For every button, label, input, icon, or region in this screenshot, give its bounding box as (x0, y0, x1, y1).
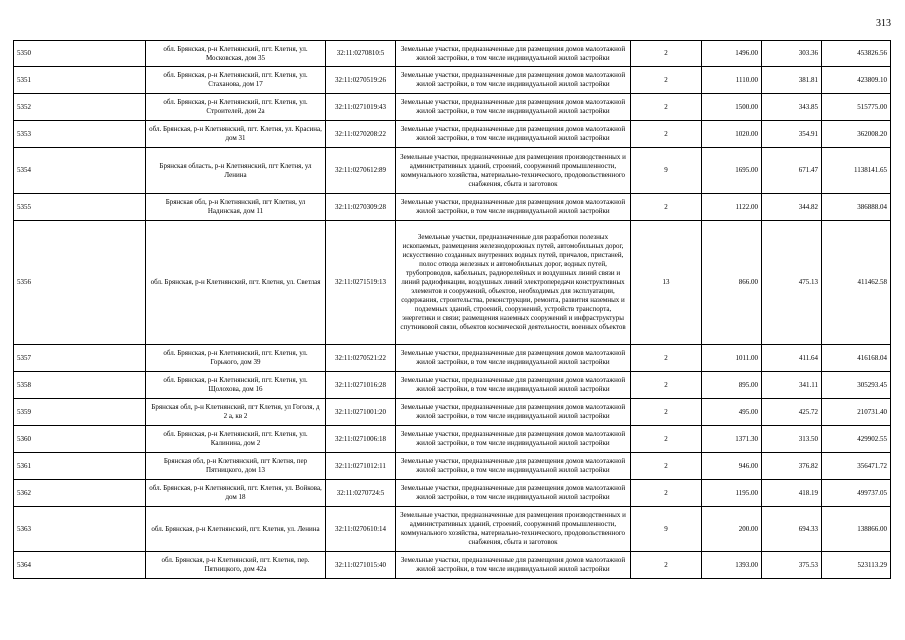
use-group-code-cell: 9 (631, 507, 702, 552)
area-cell: 1393.00 (702, 552, 762, 579)
cadastral-number-cell: 32:11:0270208:22 (326, 121, 396, 148)
table-row (14, 194, 891, 221)
land-register-table (13, 40, 891, 579)
address-cell: обл. Брянская, р-н Клетнянский, пгт. Клетня, ул. Щолохова, дом 16 (146, 372, 326, 399)
use-group-code-cell: 2 (631, 41, 702, 67)
row-number: 5358 (14, 372, 146, 399)
permitted-use-cell: Земельные участки, предназначенные для размещения производственных и административных зданий, строений, сооружений промышленности, коммунального хозяйства, материально-технического, продовольственного снабжения, сбыта и заготовок (396, 148, 631, 194)
area-cell: 200.00 (702, 507, 762, 552)
address-cell: обл. Брянская, р-н Клетнянский, пгт. Клетня, ул. Стаханова, дом 17 (146, 67, 326, 94)
address-cell: Брянская область, р-н Клетнянский, пгт Клетня, ул Ленина (146, 148, 326, 194)
permitted-use-cell: Земельные участки, предназначенные для размещения домов малоэтажной жилой застройки, в том числе индивидуальной жилой застройки (396, 399, 631, 426)
cadastral-number-cell: 32:11:0270724:5 (326, 480, 396, 507)
area-cell: 1011.00 (702, 345, 762, 372)
use-group-code-cell: 2 (631, 399, 702, 426)
permitted-use-cell: Земельные участки, предназначенные для размещения домов малоэтажной жилой застройки, в том числе индивидуальной жилой застройки (396, 372, 631, 399)
specific-value-cell: 671.47 (762, 148, 822, 194)
register-body (14, 41, 891, 579)
cadastral-value-cell: 429902.55 (822, 426, 891, 453)
area-cell: 895.00 (702, 372, 762, 399)
address-cell: обл. Брянская, р-н Клетнянский, пгт. Клетня, ул. Горького, дом 39 (146, 345, 326, 372)
area-cell: 1020.00 (702, 121, 762, 148)
row-number: 5361 (14, 453, 146, 480)
row-number: 5351 (14, 67, 146, 94)
address-cell: обл. Брянская, р-н Клетнянский, пгт. Клетня, ул. Красина, дом 31 (146, 121, 326, 148)
cadastral-value-cell: 362008.20 (822, 121, 891, 148)
use-group-code-cell: 13 (631, 221, 702, 345)
permitted-use-cell: Земельные участки, предназначенные для размещения домов малоэтажной жилой застройки, в том числе индивидуальной жилой застройки (396, 194, 631, 221)
area-cell: 1195.00 (702, 480, 762, 507)
permitted-use-cell: Земельные участки, предназначенные для разработки полезных ископаемых, размещения железнодорожных путей, автомобильных дорог, искусственно созданных внутренних водных путей, причалов, пристаней, полос отвода железных и автомобильных дорог, водных путей, трубопроводов, кабельных, радиорелейных и воздушных линий связи и линий радиофикации, воздушных линий электропередачи конструктивных элементов и сооружений, объектов, необходимых для эксплуатации, содержания, строительства, реконструкции, ремонта, развития наземных и подземных зданий, строений, сооружений, устройств транспорта, энергетики и связи; размещения наземных сооружений и инфраструктуры спутниковой связи, объектов космической деятельности, военных объектов (396, 221, 631, 345)
row-number: 5363 (14, 507, 146, 552)
row-number: 5360 (14, 426, 146, 453)
table-row (14, 399, 891, 426)
permitted-use-cell: Земельные участки, предназначенные для размещения домов малоэтажной жилой застройки, в том числе индивидуальной жилой застройки (396, 453, 631, 480)
cadastral-value-cell: 523113.29 (822, 552, 891, 579)
table-row (14, 345, 891, 372)
table-row (14, 552, 891, 579)
cadastral-value-cell: 138866.00 (822, 507, 891, 552)
address-cell: Брянская обл, р-н Клетнянский, пгт Клетня, ул Надинская, дом 11 (146, 194, 326, 221)
cadastral-value-cell: 453826.56 (822, 41, 891, 67)
cadastral-number-cell: 32:11:0271519:13 (326, 221, 396, 345)
cadastral-number-cell: 32:11:0271006:18 (326, 426, 396, 453)
area-cell: 1500.00 (702, 94, 762, 121)
specific-value-cell: 343.85 (762, 94, 822, 121)
table-row (14, 94, 891, 121)
cadastral-number-cell: 32:11:0270521:22 (326, 345, 396, 372)
area-cell: 1110.00 (702, 67, 762, 94)
table-row (14, 148, 891, 194)
page-number: 313 (876, 18, 891, 29)
use-group-code-cell: 9 (631, 148, 702, 194)
permitted-use-cell: Земельные участки, предназначенные для размещения домов малоэтажной жилой застройки, в том числе индивидуальной жилой застройки (396, 67, 631, 94)
permitted-use-cell: Земельные участки, предназначенные для размещения домов малоэтажной жилой застройки, в том числе индивидуальной жилой застройки (396, 121, 631, 148)
use-group-code-cell: 2 (631, 67, 702, 94)
cadastral-number-cell: 32:11:0271012:11 (326, 453, 396, 480)
cadastral-value-cell: 416168.04 (822, 345, 891, 372)
address-cell: обл. Брянская, р-н Клетнянский, пгт. Клетня, ул. Московская, дом 35 (146, 41, 326, 67)
specific-value-cell: 411.64 (762, 345, 822, 372)
cadastral-value-cell: 515775.00 (822, 94, 891, 121)
row-number: 5356 (14, 221, 146, 345)
row-number: 5364 (14, 552, 146, 579)
specific-value-cell: 303.36 (762, 41, 822, 67)
area-cell: 946.00 (702, 453, 762, 480)
table-row (14, 121, 891, 148)
table-row (14, 480, 891, 507)
cadastral-number-cell: 32:11:0271016:28 (326, 372, 396, 399)
permitted-use-cell: Земельные участки, предназначенные для размещения домов малоэтажной жилой застройки, в том числе индивидуальной жилой застройки (396, 552, 631, 579)
area-cell: 495.00 (702, 399, 762, 426)
specific-value-cell: 341.11 (762, 372, 822, 399)
specific-value-cell: 344.82 (762, 194, 822, 221)
specific-value-cell: 694.33 (762, 507, 822, 552)
specific-value-cell: 418.19 (762, 480, 822, 507)
cadastral-value-cell: 411462.58 (822, 221, 891, 345)
specific-value-cell: 375.53 (762, 552, 822, 579)
use-group-code-cell: 2 (631, 480, 702, 507)
row-number: 5357 (14, 345, 146, 372)
specific-value-cell: 381.81 (762, 67, 822, 94)
row-number: 5354 (14, 148, 146, 194)
table-row (14, 426, 891, 453)
specific-value-cell: 425.72 (762, 399, 822, 426)
area-cell: 1122.00 (702, 194, 762, 221)
cadastral-value-cell: 305293.45 (822, 372, 891, 399)
address-cell: Брянская обл, р-н Клетнянский, пгт Клетня, ул Гоголя, д 2 а, кв 2 (146, 399, 326, 426)
cadastral-value-cell: 1138141.65 (822, 148, 891, 194)
use-group-code-cell: 2 (631, 194, 702, 221)
cadastral-value-cell: 499737.05 (822, 480, 891, 507)
cadastral-number-cell: 32:11:0270309:28 (326, 194, 396, 221)
table-row (14, 372, 891, 399)
table-row (14, 507, 891, 552)
specific-value-cell: 376.82 (762, 453, 822, 480)
row-number: 5353 (14, 121, 146, 148)
area-cell: 1496.00 (702, 41, 762, 67)
table-row (14, 453, 891, 480)
use-group-code-cell: 2 (631, 552, 702, 579)
use-group-code-cell: 2 (631, 121, 702, 148)
area-cell: 1371.30 (702, 426, 762, 453)
address-cell: обл. Брянская, р-н Клетнянский, пгт. Клетня, ул. Калинина, дом 2 (146, 426, 326, 453)
table-row (14, 221, 891, 345)
permitted-use-cell: Земельные участки, предназначенные для размещения домов малоэтажной жилой застройки, в том числе индивидуальной жилой застройки (396, 480, 631, 507)
cadastral-number-cell: 32:11:0270810:5 (326, 41, 396, 67)
area-cell: 866.00 (702, 221, 762, 345)
use-group-code-cell: 2 (631, 453, 702, 480)
address-cell: обл. Брянская, р-н Клетнянский, пгт. Клетня, пер. Пятницкого, дом 42а (146, 552, 326, 579)
row-number: 5355 (14, 194, 146, 221)
cadastral-number-cell: 32:11:0271019:43 (326, 94, 396, 121)
address-cell: обл. Брянская, р-н Клетнянский, пгт. Клетня, ул. Строителей, дом 2а (146, 94, 326, 121)
cadastral-number-cell: 32:11:0270610:14 (326, 507, 396, 552)
cadastral-value-cell: 356471.72 (822, 453, 891, 480)
permitted-use-cell: Земельные участки, предназначенные для размещения домов малоэтажной жилой застройки, в том числе индивидуальной жилой застройки (396, 41, 631, 67)
specific-value-cell: 313.50 (762, 426, 822, 453)
cadastral-value-cell: 423809.10 (822, 67, 891, 94)
use-group-code-cell: 2 (631, 426, 702, 453)
permitted-use-cell: Земельные участки, предназначенные для размещения домов малоэтажной жилой застройки, в том числе индивидуальной жилой застройки (396, 426, 631, 453)
address-cell: обл. Брянская, р-н Клетнянский, пгт. Клетня, ул. Войкова, дом 18 (146, 480, 326, 507)
use-group-code-cell: 2 (631, 94, 702, 121)
permitted-use-cell: Земельные участки, предназначенные для размещения домов малоэтажной жилой застройки, в том числе индивидуальной жилой застройки (396, 345, 631, 372)
use-group-code-cell: 2 (631, 345, 702, 372)
cadastral-number-cell: 32:11:0271015:40 (326, 552, 396, 579)
row-number: 5362 (14, 480, 146, 507)
cadastral-number-cell: 32:11:0270519:26 (326, 67, 396, 94)
area-cell: 1695.00 (702, 148, 762, 194)
address-cell: обл. Брянская, р-н Клетнянский, пгт. Клетня, ул. Ленина (146, 507, 326, 552)
use-group-code-cell: 2 (631, 372, 702, 399)
row-number: 5352 (14, 94, 146, 121)
permitted-use-cell: Земельные участки, предназначенные для размещения производственных и административных зданий, строений, сооружений промышленности, коммунального хозяйства, материально-технического, продовольственного снабжения, сбыта и заготовок (396, 507, 631, 552)
row-number: 5350 (14, 41, 146, 67)
table-row (14, 41, 891, 67)
address-cell: Брянская обл, р-н Клетнянский, пгт Клетня, пер Пятницкого, дом 13 (146, 453, 326, 480)
cadastral-value-cell: 210731.40 (822, 399, 891, 426)
specific-value-cell: 475.13 (762, 221, 822, 345)
table-row (14, 67, 891, 94)
specific-value-cell: 354.91 (762, 121, 822, 148)
cadastral-number-cell: 32:11:0270612:89 (326, 148, 396, 194)
address-cell: обл. Брянская, р-н Клетнянский, пгт. Клетня, ул. Светлая (146, 221, 326, 345)
permitted-use-cell: Земельные участки, предназначенные для размещения домов малоэтажной жилой застройки, в том числе индивидуальной жилой застройки (396, 94, 631, 121)
row-number: 5359 (14, 399, 146, 426)
cadastral-number-cell: 32:11:0271001:20 (326, 399, 396, 426)
cadastral-value-cell: 386888.04 (822, 194, 891, 221)
